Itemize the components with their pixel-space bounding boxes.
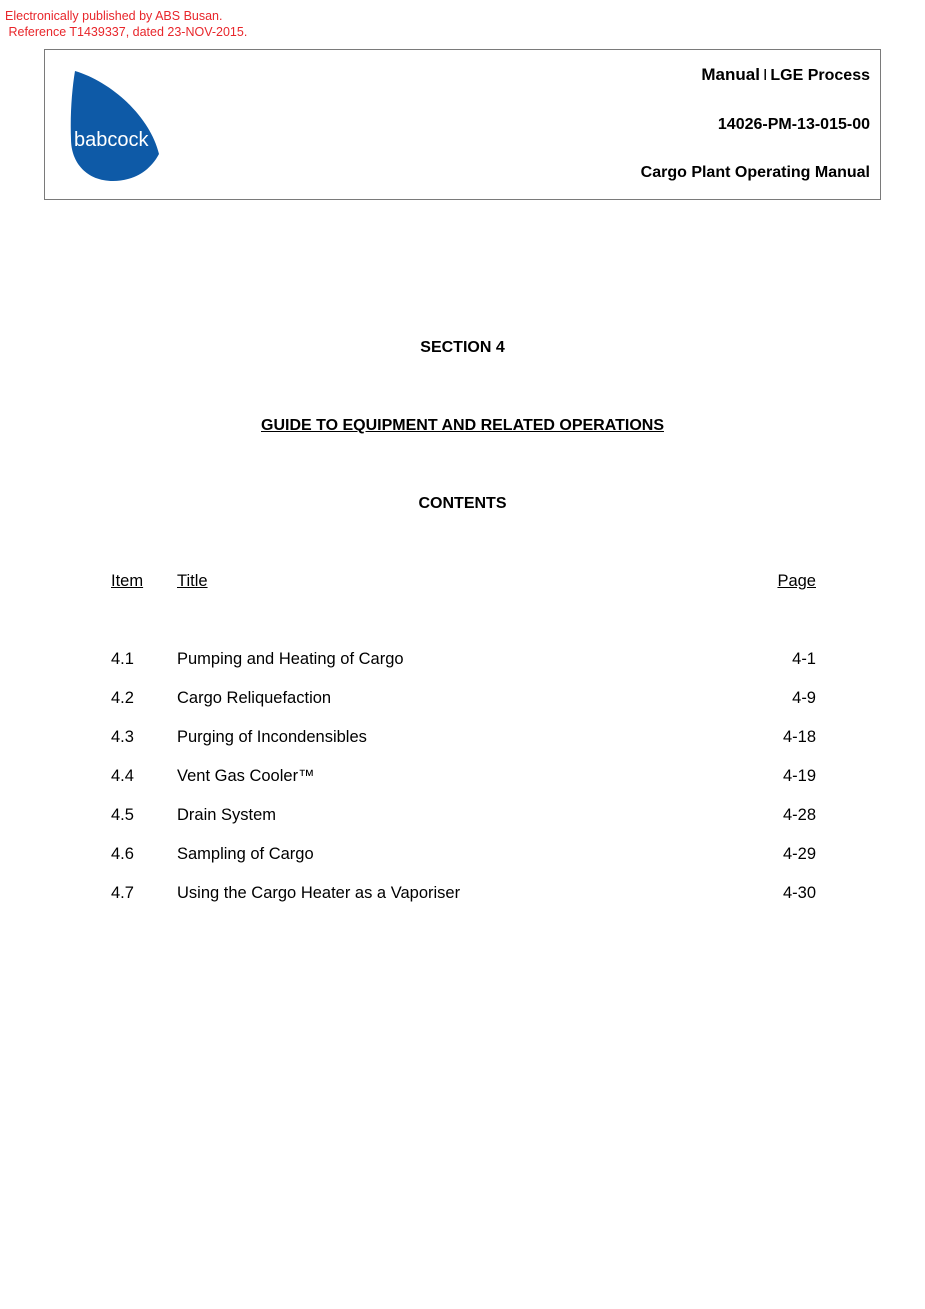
babcock-logo bbox=[69, 69, 161, 181]
publication-stamp bbox=[5, 8, 247, 40]
toc-item-title: Purging of Incondensibles bbox=[177, 728, 367, 746]
document-title: Cargo Plant Operating Manual bbox=[640, 164, 870, 181]
stamp-line-1: Electronically published by ABS Busan. bbox=[5, 9, 223, 23]
section-subtitle: GUIDE TO EQUIPMENT AND RELATED OPERATIONS bbox=[261, 417, 664, 434]
document-header bbox=[44, 49, 881, 200]
toc-header-title: Title bbox=[177, 572, 208, 590]
toc-item-page: 4-29 bbox=[782, 845, 816, 863]
toc-item-title: Using the Cargo Heater as a Vaporiser bbox=[177, 884, 461, 902]
manual-label: Manual bbox=[701, 65, 760, 84]
toc-item-number: 4.1 bbox=[111, 650, 134, 668]
process-label: LGE Process bbox=[770, 67, 870, 84]
toc-item-title: Vent Gas Cooler™ bbox=[177, 767, 315, 785]
manual-type bbox=[701, 65, 870, 85]
toc-item-number: 4.7 bbox=[111, 884, 134, 902]
toc-item-title: Drain System bbox=[177, 806, 277, 824]
toc-item-title: Pumping and Heating of Cargo bbox=[177, 650, 404, 668]
toc-item-title: Cargo Reliquefaction bbox=[177, 689, 332, 707]
toc-item-title: Sampling of Cargo bbox=[177, 845, 314, 863]
section-title: SECTION 4 bbox=[420, 339, 505, 356]
toc-item-number: 4.5 bbox=[111, 806, 134, 824]
logo-text: babcock bbox=[74, 129, 149, 151]
toc-item-number: 4.3 bbox=[111, 728, 134, 746]
toc-item-page: 4-9 bbox=[792, 689, 816, 707]
toc-item-page: 4-30 bbox=[782, 884, 816, 902]
toc-item-page: 4-28 bbox=[782, 806, 816, 824]
toc-header-page: Page bbox=[777, 572, 816, 590]
toc-item-page: 4-1 bbox=[792, 650, 816, 668]
toc-item-number: 4.4 bbox=[111, 767, 134, 785]
document-number: 14026-PM-13-015-00 bbox=[717, 116, 870, 133]
toc-header-item: Item bbox=[111, 572, 144, 590]
toc-item-number: 4.6 bbox=[111, 845, 134, 863]
toc-item-number: 4.2 bbox=[111, 689, 134, 707]
stamp-line-2: Reference T1439337, dated 23-NOV-2015. bbox=[5, 25, 248, 39]
header-separator: I bbox=[762, 67, 768, 84]
contents-heading: CONTENTS bbox=[418, 495, 507, 512]
toc-item-page: 4-18 bbox=[782, 728, 816, 746]
toc-item-page: 4-19 bbox=[782, 767, 816, 785]
